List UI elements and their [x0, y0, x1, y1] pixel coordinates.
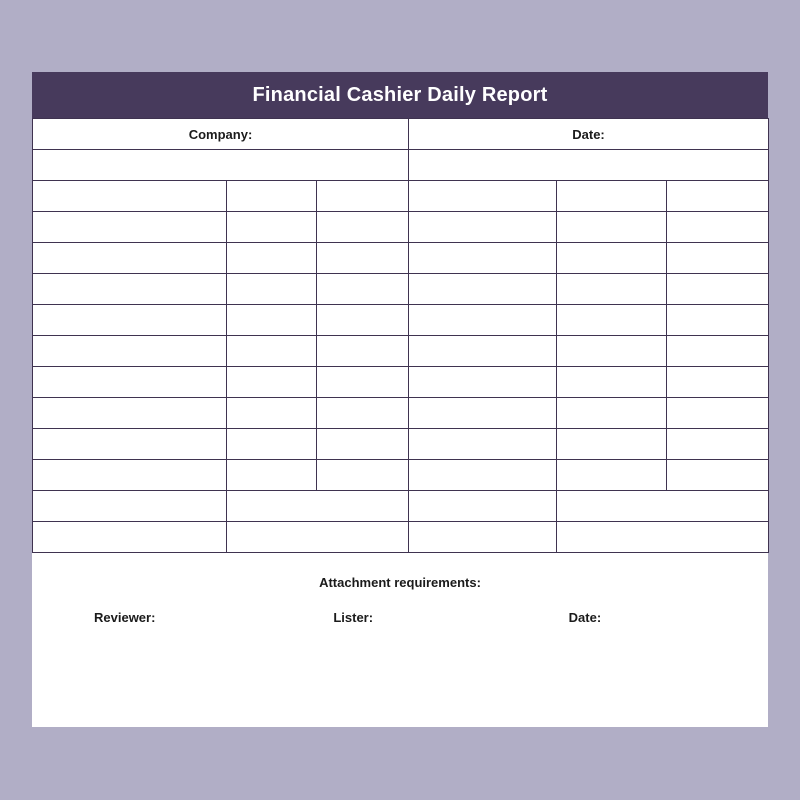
table-row-summary-headers	[33, 491, 769, 522]
signature-row	[32, 590, 768, 625]
cell-attachment-left[interactable]	[317, 243, 409, 274]
total-value-amount-right[interactable]	[557, 460, 667, 491]
table-row[interactable]	[33, 305, 769, 336]
cell-project-abstract[interactable]	[409, 367, 557, 398]
cell-attachment-right[interactable]	[667, 212, 769, 243]
cell-amount-left[interactable]	[227, 398, 317, 429]
cell-customer-project[interactable]	[33, 212, 227, 243]
column-header-attachment-right: Attachment	[667, 181, 769, 212]
cell-attachment-right[interactable]	[667, 336, 769, 367]
report-page	[32, 72, 768, 727]
cell-attachment-right[interactable]	[667, 305, 769, 336]
cell-project-abstract[interactable]	[409, 398, 557, 429]
summary-value-todays-balance[interactable]	[557, 522, 769, 553]
total-label-left: Total	[33, 460, 227, 491]
section-header-right: Expenses breakdown	[409, 150, 769, 181]
cell-amount-left[interactable]	[227, 243, 317, 274]
cell-project-abstract[interactable]	[409, 429, 557, 460]
summary-value-todays-income[interactable]	[227, 522, 409, 553]
cell-attachment-left[interactable]	[317, 367, 409, 398]
cell-amount-left[interactable]	[227, 336, 317, 367]
cell-attachment-left[interactable]	[317, 398, 409, 429]
column-header-amount-left: Amount	[227, 181, 317, 212]
cell-project-abstract[interactable]	[409, 243, 557, 274]
cell-attachment-right[interactable]	[667, 398, 769, 429]
cell-amount-right[interactable]	[557, 398, 667, 429]
table-row[interactable]	[33, 212, 769, 243]
cell-attachment-right[interactable]	[667, 429, 769, 460]
section-header-left: Cash receipt/receipt receivable details	[33, 150, 409, 181]
table-row[interactable]	[33, 243, 769, 274]
summary-value-last-day-balance[interactable]	[33, 522, 227, 553]
cell-attachment-right[interactable]	[667, 367, 769, 398]
table-row-company-date	[33, 119, 769, 150]
page-title: Financial Cashier Daily Report	[252, 83, 548, 106]
cell-customer-project[interactable]	[33, 243, 227, 274]
cell-attachment-left[interactable]	[317, 274, 409, 305]
cell-project-abstract[interactable]	[409, 212, 557, 243]
cell-attachment-right[interactable]	[667, 243, 769, 274]
cell-amount-right[interactable]	[557, 367, 667, 398]
cell-project-abstract[interactable]	[409, 305, 557, 336]
cell-customer-project[interactable]	[33, 398, 227, 429]
cell-amount-right[interactable]	[557, 305, 667, 336]
table-row[interactable]	[33, 367, 769, 398]
report-table	[32, 118, 769, 553]
cell-project-abstract[interactable]	[409, 274, 557, 305]
cell-project-abstract[interactable]	[409, 336, 557, 367]
cell-amount-left[interactable]	[227, 305, 317, 336]
cell-customer-project[interactable]	[33, 305, 227, 336]
total-value-attachment-left[interactable]	[317, 460, 409, 491]
summary-label-todays-expenditure: Today's expenditure	[409, 491, 557, 522]
column-header-attachment-left: Attachment	[317, 181, 409, 212]
cell-customer-project[interactable]	[33, 367, 227, 398]
cell-customer-project[interactable]	[33, 429, 227, 460]
cell-attachment-left[interactable]	[317, 336, 409, 367]
footer-date-label: Date:	[568, 610, 602, 625]
attachment-requirements-label: Attachment requirements:	[319, 575, 481, 590]
cell-customer-project[interactable]	[33, 274, 227, 305]
report-footer	[32, 553, 768, 625]
summary-value-todays-expenditure[interactable]	[409, 522, 557, 553]
total-value-amount-left[interactable]	[227, 460, 317, 491]
table-row[interactable]	[33, 336, 769, 367]
report-title-bar	[32, 72, 768, 118]
cell-amount-right[interactable]	[557, 212, 667, 243]
cell-amount-left[interactable]	[227, 367, 317, 398]
column-header-project-abstract: Project abstract	[409, 181, 557, 212]
summary-label-todays-income: Today's income	[227, 491, 409, 522]
report-grid	[32, 118, 768, 625]
column-header-amount-right: Amount	[557, 181, 667, 212]
table-row[interactable]	[33, 429, 769, 460]
table-row[interactable]	[33, 398, 769, 429]
cell-attachment-left[interactable]	[317, 212, 409, 243]
cell-attachment-left[interactable]	[317, 305, 409, 336]
cell-amount-right[interactable]	[557, 336, 667, 367]
table-row-summary-values[interactable]	[33, 522, 769, 553]
summary-label-last-day-balance: Last day balance	[33, 491, 227, 522]
cell-attachment-right[interactable]	[667, 274, 769, 305]
cell-customer-project[interactable]	[33, 336, 227, 367]
lister-label: Lister:	[333, 610, 374, 625]
column-header-customer-project: Customer/project	[33, 181, 227, 212]
cell-amount-left[interactable]	[227, 429, 317, 460]
date-label: Date:	[409, 119, 769, 150]
total-value-attachment-right[interactable]	[667, 460, 769, 491]
table-row[interactable]	[33, 274, 769, 305]
summary-label-todays-balance: Today's balance	[557, 491, 769, 522]
total-label-right: Total	[409, 460, 557, 491]
cell-amount-right[interactable]	[557, 274, 667, 305]
cell-amount-right[interactable]	[557, 243, 667, 274]
company-label: Company:	[33, 119, 409, 150]
cell-amount-right[interactable]	[557, 429, 667, 460]
table-row-column-headers	[33, 181, 769, 212]
cell-attachment-left[interactable]	[317, 429, 409, 460]
cell-amount-left[interactable]	[227, 212, 317, 243]
cell-amount-left[interactable]	[227, 274, 317, 305]
reviewer-label: Reviewer:	[94, 610, 156, 625]
table-row-section-headers	[33, 150, 769, 181]
table-row-totals	[33, 460, 769, 491]
